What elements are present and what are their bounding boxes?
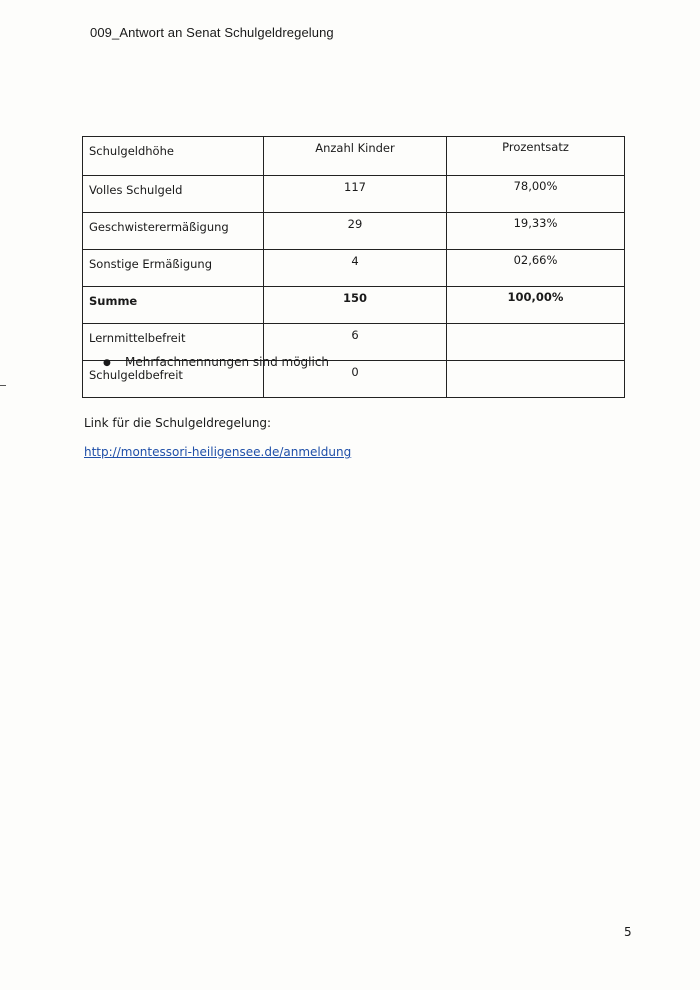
row-percent — [447, 324, 625, 361]
row-label: Geschwisterermäßigung — [83, 213, 264, 250]
row-label: Summe — [83, 287, 264, 324]
row-label: Schulgeldbefreit — [83, 361, 264, 398]
row-count: 0 — [264, 361, 447, 398]
row-label: Sonstige Ermäßigung — [83, 250, 264, 287]
row-count: 117 — [264, 176, 447, 213]
table-row-total — [83, 287, 625, 324]
table-row — [83, 213, 625, 250]
header-cell-percentage: Prozentsatz — [447, 137, 625, 176]
row-count: 150 — [264, 287, 447, 324]
row-percent: 19,33% — [447, 213, 625, 250]
row-count: 29 — [264, 213, 447, 250]
page-header-title: 009_Antwort an Senat Schulgeldregelung — [90, 25, 334, 40]
header-cell-fee-level: Schulgeldhöhe — [83, 137, 264, 176]
row-count: 6 — [264, 324, 447, 361]
link-label: Link für die Schulgeldregelung: — [84, 416, 272, 430]
row-percent: 78,00% — [447, 176, 625, 213]
row-percent: 02,66% — [447, 250, 625, 287]
page-number: 5 — [624, 925, 632, 939]
margin-mark — [0, 385, 6, 386]
row-label: Lernmittelbefreit — [83, 324, 264, 361]
footnote — [103, 355, 329, 369]
header-cell-child-count: Anzahl Kinder — [264, 137, 447, 176]
table-row — [83, 176, 625, 213]
row-percent — [447, 361, 625, 398]
bullet-icon: ● — [103, 357, 111, 368]
row-count: 4 — [264, 250, 447, 287]
row-percent: 100,00% — [447, 287, 625, 324]
registration-link[interactable]: http://montessori-heiligensee.de/anmeldung — [84, 445, 352, 459]
footnote-text: Mehrfachnennungen sind möglich — [125, 355, 330, 369]
table-header-row — [83, 137, 625, 176]
table-row — [83, 250, 625, 287]
row-label: Volles Schulgeld — [83, 176, 264, 213]
